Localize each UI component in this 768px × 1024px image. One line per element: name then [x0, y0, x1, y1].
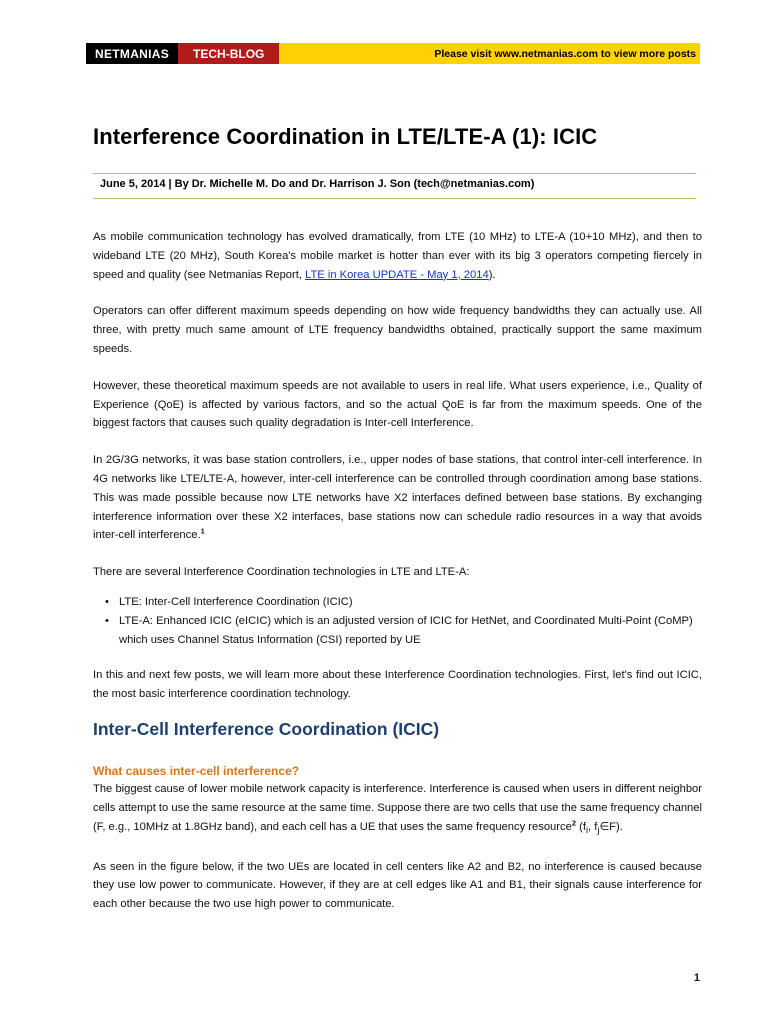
- technology-list: [93, 593, 702, 649]
- tech-blog-tab[interactable]: TECH-BLOG: [178, 43, 279, 64]
- list-item-text: LTE-A: Enhanced ICIC (eICIC) which is an adjusted version of ICIC for HetNet, and Coordinated Multi-Point (CoMP) which uses Channel Status Information (CSI) reported by UE: [119, 614, 693, 646]
- notice-suffix: to view more posts: [600, 47, 696, 60]
- sub-i: i: [585, 824, 589, 835]
- p1-text-a: As mobile communication technology has evolved dramatically, from LTE (10 MHz) to LTE-A (10+10 MHz), and then to wideband LTE (20 MHz), South Korea's mobile market is hotter than ever with its big 3 operators competing fiercely in speed and quality (see Netmanias Report,: [93, 231, 702, 281]
- paragraph-operators: Operators can offer different maximum speeds depending on how wide frequency bandwidths they can actually use. All three, with pretty much same amount of LTE frequency bandwidths obtained, practically support the same maximum speeds.: [93, 305, 702, 355]
- p1-text-b: ).: [488, 268, 496, 281]
- bullet-glyph: •: [105, 614, 109, 627]
- sub-j: j: [597, 824, 600, 835]
- p7-after: (f: [576, 820, 586, 833]
- brand-label[interactable]: NETMANIAS: [86, 43, 178, 64]
- list-item: [105, 612, 702, 650]
- p7-end: ∈F).: [599, 820, 623, 833]
- title-divider-top: [93, 173, 696, 174]
- header-bar: [86, 43, 700, 64]
- notice-url[interactable]: www.netmanias.com: [494, 47, 598, 60]
- title-divider-bottom: [93, 198, 696, 199]
- visit-notice: [279, 43, 700, 64]
- list-item: [105, 593, 702, 612]
- paragraph-qoe: However, these theoretical maximum speeds are not available to users in real life. What users experience, i.e., Quality of Experience (QoE) is affected by various factors, and so the actual QoE is far from the maximum speeds. One of the biggest factors that causes such quality degradation is Inter-cell Interference.: [93, 379, 702, 430]
- paragraph-x2: [93, 451, 702, 545]
- p7-mid: , f: [588, 820, 598, 833]
- footnote-ref-1[interactable]: 1: [200, 526, 205, 536]
- page-title: Interference Coordination in LTE/LTE-A (1): ICIC: [93, 124, 598, 149]
- paragraph-posts: In this and next few posts, we will learn more about these Interference Coordination technologies. First, let's find out ICIC, the most basic interference coordination technology.: [93, 669, 702, 701]
- article-body: [93, 228, 702, 932]
- p4-text: In 2G/3G networks, it was base station controllers, i.e., upper nodes of base stations, that control inter-cell interference. In 4G networks like LTE/LTE-A, however, inter-cell interference can be controlled through coordination among base stations. This was made possible because now LTE networks have X2 interfaces defined between base stations. By exchanging interference information over these X2 interfaces, base stations now can schedule radio resources in a way that avoids inter-cell interference.: [93, 454, 702, 542]
- section-heading: Inter-Cell Interference Coordination (ICIC): [93, 718, 440, 739]
- lte-report-link[interactable]: LTE in Korea UPDATE - May 1, 2014: [305, 268, 489, 281]
- paragraph-intro: [93, 228, 702, 284]
- list-item-text: LTE: Inter-Cell Interference Coordination (ICIC): [119, 595, 353, 608]
- subsection-heading: What causes inter-cell interference?: [93, 763, 300, 778]
- page-number: 1: [693, 972, 700, 984]
- byline: June 5, 2014 | By Dr. Michelle M. Do and Dr. Harrison J. Son (tech@netmanias.com): [100, 178, 535, 190]
- paragraph-cell-edges: As seen in the figure below, if the two UEs are located in cell centers like A2 and B2, no interference is caused because they use low power to communicate. However, if they are at cell edges like A1 and B1, their signals cause interference for each other because the two use high power to communicate.: [93, 860, 702, 911]
- footnote-ref-2[interactable]: 2: [571, 817, 576, 827]
- bullet-glyph: •: [105, 595, 109, 608]
- paragraph-interference: [93, 780, 702, 840]
- paragraph-techs-intro: There are several Interference Coordination technologies in LTE and LTE-A:: [93, 566, 470, 579]
- notice-prefix: Please visit: [434, 47, 492, 60]
- p7-text: The biggest cause of lower mobile network capacity is interference. Interference is caused when users in different neighbor cells attempt to use the same resource at the same time. Suppose there are two cells that use the same frequency channel (F, e.g., 10MHz at 1.8GHz band), and each cell has a UE that uses the same frequency resource: [93, 782, 702, 833]
